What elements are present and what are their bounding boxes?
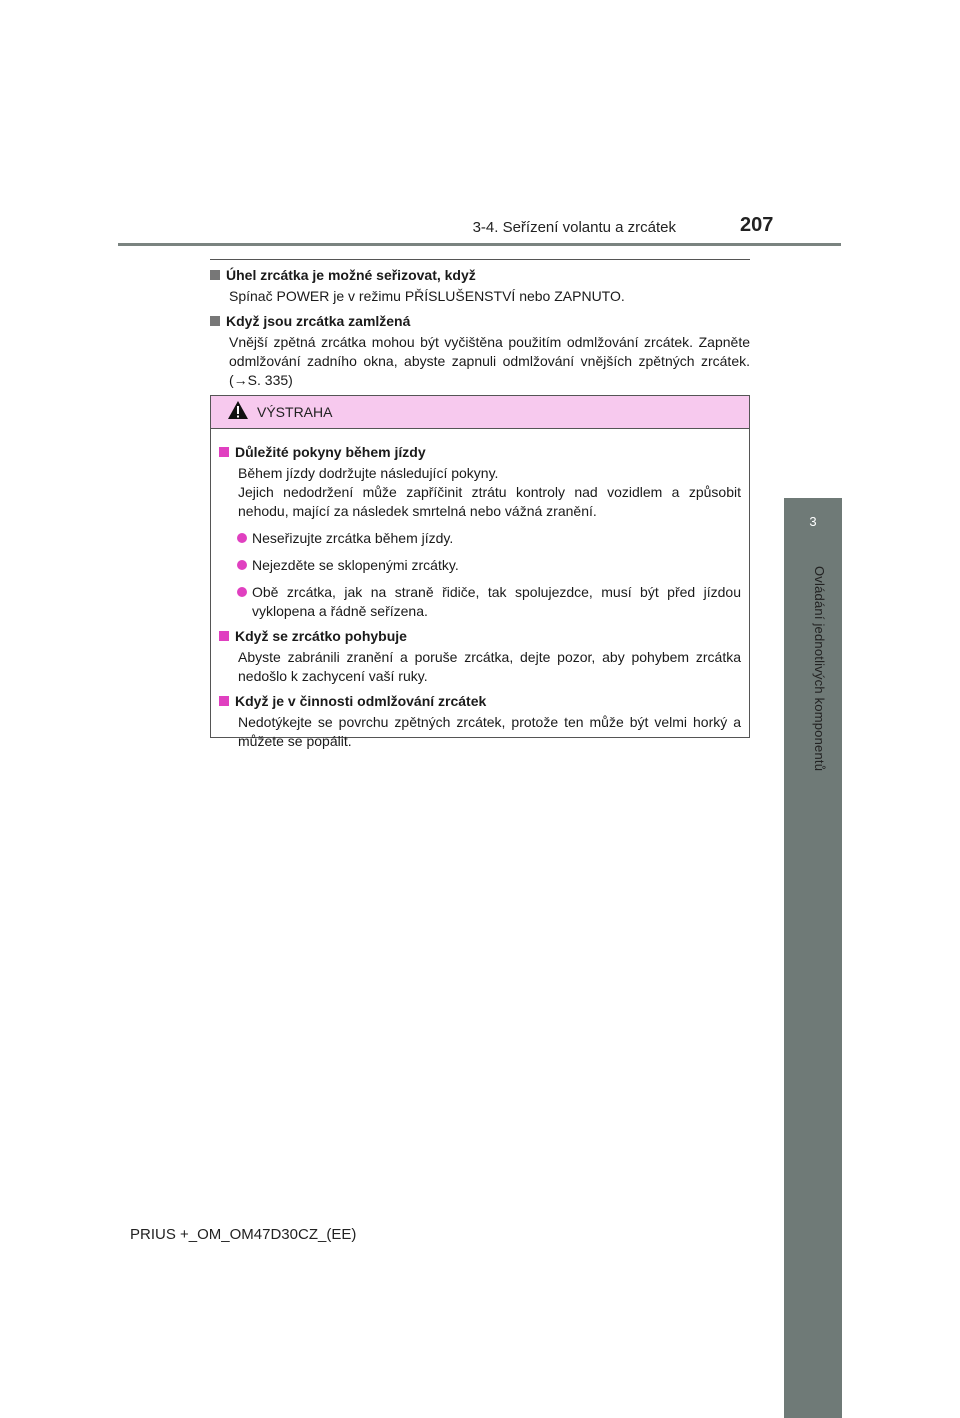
note-text: Vnější zpětná zrcátka mohou být vyčištěna použitím odmlžování zrcátek. Zapněte odmlžování zadního okna, abyste zapnuli odmlžování vnějších zpětných zrcátek. (→S. 335): [229, 334, 750, 388]
warning-text: Abyste zabránili zranění a poruše zrcátka, dejte pozor, aby pohybem zrcátka nedošlo k zachycení vaší ruky.: [238, 649, 741, 684]
warning-box: [210, 395, 750, 749]
note-text: Spínač POWER je v režimu PŘÍSLUŠENSTVÍ nebo ZAPNUTO.: [229, 288, 625, 304]
warning-bullet: Nejezděte se sklopenými zrcátky.: [219, 556, 741, 575]
warning-heading: Když se zrcátko pohybuje: [219, 627, 741, 646]
note-heading: Úhel zrcátka je možné seřizovat, když: [210, 266, 750, 285]
note-item: [210, 266, 750, 306]
warning-bullet: Obě zrcátka, jak na straně řidiče, tak spolujezdce, musí být před jízdou vyklopena a řádně seřízena.: [219, 583, 741, 621]
warning-header: [211, 396, 749, 429]
warning-heading: Důležité pokyny během jízdy: [219, 443, 741, 462]
page-number: 207: [740, 214, 774, 236]
warning-text: Během jízdy dodržujte následující pokyny. Jejich nedodržení může zapříčinit ztrátu kontroly nad vozidlem a způsobit nehodu, mající za následek smrtelná nebo vážná zranění.: [238, 465, 741, 519]
circle-bullet-icon: [237, 587, 247, 597]
section-title: 3-4. Seřízení volantu a zrcátek: [472, 219, 676, 236]
warning-body: [211, 429, 749, 751]
circle-bullet-icon: [237, 560, 247, 570]
square-bullet-icon: [210, 316, 220, 326]
header-divider: [118, 243, 841, 246]
chapter-title: Ovládání jednotlivých komponentů: [812, 566, 827, 772]
warning-triangle-icon: [227, 400, 249, 420]
note-heading: Když jsou zrcátka zamlžená: [210, 312, 750, 331]
notes-section: [210, 260, 750, 390]
square-bullet-icon: [210, 270, 220, 280]
warning-heading: Když je v činnosti odmlžování zrcátek: [219, 692, 741, 711]
square-bullet-icon: [219, 447, 229, 457]
square-bullet-icon: [219, 631, 229, 641]
warning-text: Nedotýkejte se povrchu zpětných zrcátek, protože ten může být velmi horký a můžete se popálit.: [238, 714, 741, 749]
square-bullet-icon: [219, 696, 229, 706]
note-item: [210, 312, 750, 390]
circle-bullet-icon: [237, 533, 247, 543]
warning-bullet: Neseřizujte zrcátka během jízdy.: [219, 529, 741, 548]
warning-title: VÝSTRAHA: [257, 404, 333, 420]
chapter-number-tab: 3: [784, 498, 842, 558]
document-code: PRIUS +_OM_OM47D30CZ_(EE): [130, 1226, 357, 1243]
